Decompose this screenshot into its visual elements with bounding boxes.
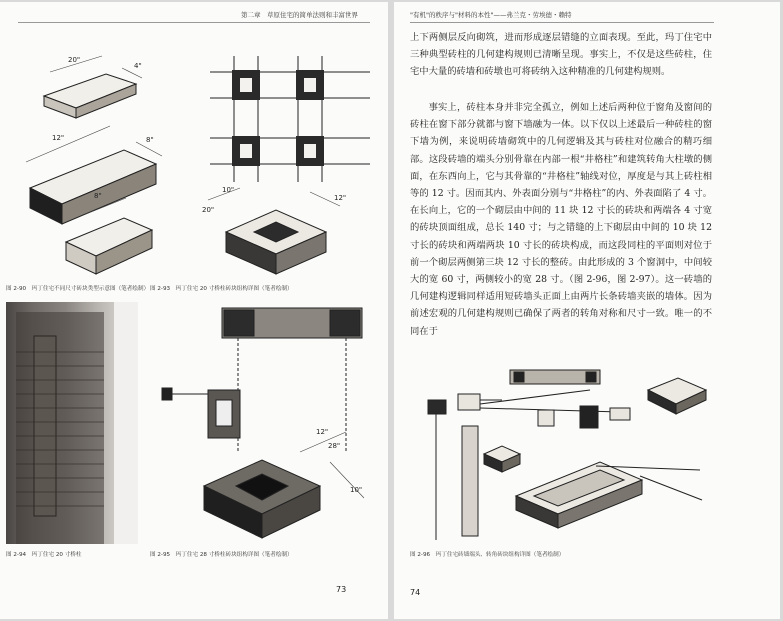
dim-label: 20" bbox=[202, 206, 215, 214]
header-rule bbox=[410, 22, 714, 23]
caption-fig-2-90: 图 2-90 玛丁住宅不同尺寸砖块类型示意图（笔者绘制） bbox=[6, 286, 150, 292]
left-page-header: 第二章 草原住宅的简单法则和丰富世界 bbox=[241, 11, 358, 19]
dim-label: 12" bbox=[316, 428, 329, 436]
caption-fig-2-93: 图 2-93 玛丁住宅 20 寸桥柱砖块组构详图（笔者绘制） bbox=[150, 286, 293, 292]
page-number: 74 bbox=[410, 588, 421, 597]
fig-2-93-pier-20-drawing bbox=[200, 42, 380, 282]
fig-2-94-pier-photo bbox=[6, 302, 138, 544]
dim-label: 4" bbox=[134, 62, 142, 70]
dim-label: 20" bbox=[68, 56, 81, 64]
dim-label: 12" bbox=[52, 134, 65, 142]
fig-2-96-wall-end-corner-drawing bbox=[410, 350, 720, 546]
caption-fig-2-95: 图 2-95 玛丁住宅 28 寸桥柱砖块组构详图（笔者绘制） bbox=[150, 552, 293, 558]
header-rule bbox=[18, 22, 370, 23]
caption-fig-2-94: 图 2-94 玛丁住宅 20 寸桥柱 bbox=[6, 552, 82, 558]
caption-fig-2-96: 图 2-96 玛丁住宅砖墙端头、转角砖块组构详图（笔者绘制） bbox=[410, 552, 565, 558]
body-paragraph-2: 事实上，砖柱本身并非完全孤立，例如上述后两种位于窗角及窗间的砖柱在窗下部分就都与窗下墙融为一体。以下仅以上述最后一种砖柱的窗下墙为例，来说明砖墙砌筑中的几何逻辑及其与砖柱对位融合的精巧细部。这段砖墙的端头分别骨靠在内部一根“井格柱”和建筑转角大柱墩的侧面，在东西向上，它与其骨靠的“井格柱”轴线对位，厚度是与其上砖柱相等的 12 寸。因而其内、外表面分别与“井格柱”的内、外表面陷了 4 寸。在长向上，它的一个砌层由中间的 11 块 12 寸长的砖块和两端各 4 寸宽的砖块顶面组成，总长 140 寸；与之错缝的上下砌层由中间的 10 块 12 寸长的砖块和两端两块 10 寸长的砖块构成，而这段同柱的平面则对位于前一个砌层两侧第三块 12 寸长的整砖。由此形成的 3 个窗洞中，中间较大的宽 60 寸，两侧较小的宽 28 寸。（图 2-96，图 2-97）。这一砖墙的几何建构逻辑同样适用短砖墙头正面上由两片长条砖墙夹嵌的墙体。因为前述宏观的几何建构规则已确保了两者的转角对称和尺寸一致。唯一的不同在于 bbox=[410, 102, 712, 337]
dim-label: 10" bbox=[350, 486, 363, 494]
left-page bbox=[0, 2, 388, 619]
dim-label: 8" bbox=[94, 192, 102, 200]
dim-label: 28" bbox=[328, 442, 341, 450]
right-page-header: "有机"的秩序与"材料的本性"——弗兰克・劳埃德・赖特 bbox=[410, 11, 572, 19]
dim-label: 12" bbox=[334, 194, 347, 202]
fig-2-90-brick-types-drawing bbox=[6, 38, 181, 283]
dim-label: 10" bbox=[222, 186, 235, 194]
dim-label: 8" bbox=[146, 136, 154, 144]
fig-2-95-pier-28-drawing bbox=[150, 302, 380, 547]
body-paragraph-1: 上下两侧层反向砌筑，进而形成逐层错缝的立面表现。至此，玛丁住宅中三种典型砖柱的几何建构规则已清晰呈现。事实上，不仅是这些砖柱，住宅中大量的砖墙和砖墩也可将砖纳入这种精准的几何建构规则。 bbox=[410, 32, 712, 78]
right-page bbox=[394, 2, 780, 619]
page-number: 73 bbox=[336, 585, 347, 594]
